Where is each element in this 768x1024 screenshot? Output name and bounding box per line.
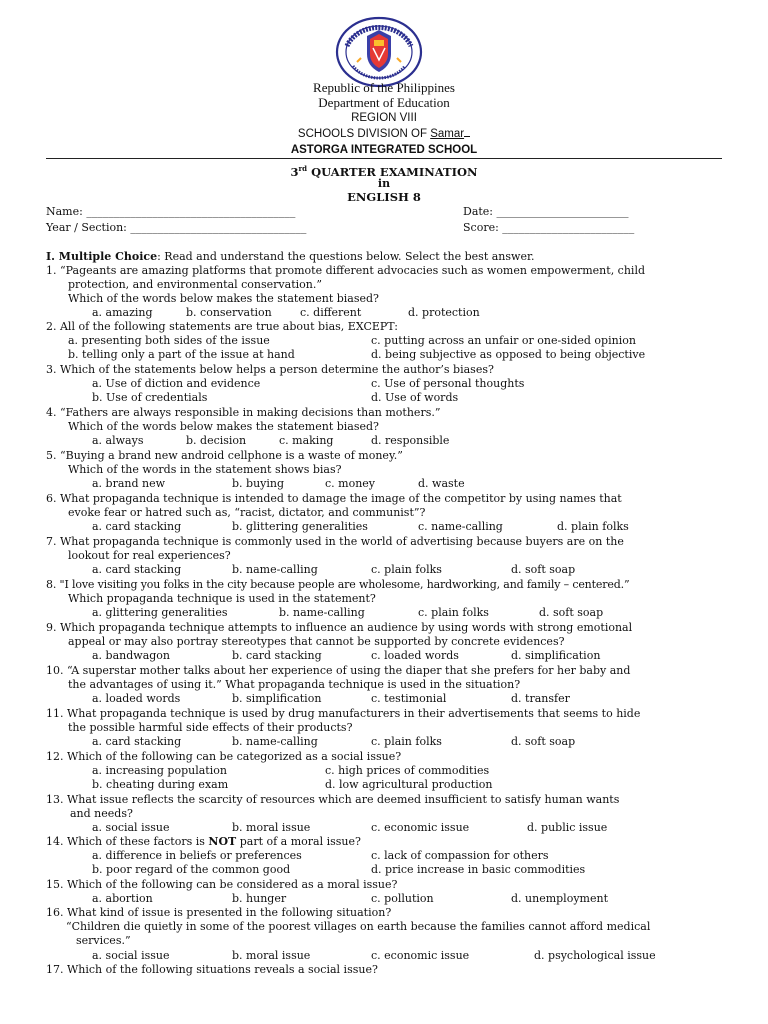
q5-option-a[interactable]: a. brand new: [92, 477, 166, 490]
q9-option-c[interactable]: c. loaded words: [371, 649, 459, 662]
subject-title: ENGLISH 8: [347, 190, 421, 204]
q11-option-a[interactable]: a. card stacking: [92, 735, 182, 748]
instructions-label: I. Multiple Choice: [46, 250, 158, 263]
q13-option-c[interactable]: c. economic issue: [371, 821, 470, 834]
q4-stem: 4. “Fathers are always responsible in making decisions than mothers.”: [46, 406, 441, 419]
q11-stem-cont: the possible harmful side effects of their products?: [68, 721, 353, 734]
q14-stem-pre: 14. Which of these factors is: [46, 835, 209, 848]
q13-stem: 13. What issue reflects the scarcity of resources which are deemed insufficient to satisfy human wants: [46, 793, 620, 806]
deped-seal-logo: [333, 16, 425, 88]
q8-option-c[interactable]: c. plain folks: [418, 606, 489, 619]
q7-option-a[interactable]: a. card stacking: [92, 563, 182, 576]
q3-option-c[interactable]: c. Use of personal thoughts: [371, 377, 525, 390]
q9-stem: 9. Which propaganda technique attempts to influence an audience by using words with strong emotional: [46, 621, 633, 634]
q3-option-d[interactable]: d. Use of words: [371, 391, 459, 404]
division-label: SCHOOLS DIVISION OF: [297, 128, 431, 140]
q10-option-c[interactable]: c. testimonial: [371, 692, 447, 705]
q14-stem-post: part of a moral issue?: [236, 835, 361, 848]
q1-option-c[interactable]: c. different: [300, 306, 362, 319]
q10-option-b[interactable]: b. simplification: [232, 692, 322, 705]
q11-option-b[interactable]: b. name-calling: [232, 735, 318, 748]
q1-option-b[interactable]: b. conservation: [186, 306, 272, 319]
q8-option-b[interactable]: b. name-calling: [279, 606, 365, 619]
q5-option-b[interactable]: b. buying: [232, 477, 285, 490]
q14-stem-bold: NOT: [208, 835, 237, 848]
q6-option-b[interactable]: b. glittering generalities: [232, 520, 368, 533]
q10-stem: 10. “A superstar mother talks about her experience of using the diaper that she prefers for her baby and: [46, 664, 631, 677]
q4-prompt: Which of the words below makes the statement biased?: [68, 420, 379, 433]
q9-option-d[interactable]: d. simplification: [511, 649, 601, 662]
q5-option-c[interactable]: c. money: [325, 477, 376, 490]
q2-option-c[interactable]: c. putting across an unfair or one-sided opinion: [371, 334, 636, 347]
q7-option-b[interactable]: b. name-calling: [232, 563, 318, 576]
q1-option-a[interactable]: a. amazing: [92, 306, 153, 319]
q1-prompt: Which of the words below makes the statement biased?: [68, 292, 379, 305]
q16-option-a[interactable]: a. social issue: [92, 949, 170, 962]
header-divider: [46, 158, 722, 159]
q4-option-d[interactable]: d. responsible: [371, 434, 450, 447]
q11-stem: 11. What propaganda technique is used by drug manufacturers in their advertisements that seems to hide: [46, 707, 641, 720]
q15-option-c[interactable]: c. pollution: [371, 892, 434, 905]
division-value: Samar: [430, 128, 465, 140]
q7-stem: 7. What propaganda technique is commonly used in the world of advertising because buyers are on the: [46, 535, 624, 548]
q14-option-d[interactable]: d. price increase in basic commodities: [371, 863, 586, 876]
score-field[interactable]: Score: ________________________: [463, 221, 635, 234]
q13-option-b[interactable]: b. moral issue: [232, 821, 311, 834]
q14-stem: [46, 835, 361, 849]
q9-stem-cont: appeal or may also portray stereotypes that cannot be supported by concrete evidences?: [68, 635, 565, 648]
q14-option-b[interactable]: b. poor regard of the common good: [92, 863, 291, 876]
instructions-text: : Read and understand the questions below. Select the best answer.: [157, 250, 535, 263]
q6-option-c[interactable]: c. name-calling: [418, 520, 503, 533]
q14-option-c[interactable]: c. lack of compassion for others: [371, 849, 549, 862]
q2-option-d[interactable]: d. being subjective as opposed to being objective: [371, 348, 646, 361]
q7-option-d[interactable]: d. soft soap: [511, 563, 576, 576]
q16-situation-cont: services.”: [76, 934, 131, 947]
q11-option-c[interactable]: c. plain folks: [371, 735, 442, 748]
q2-option-b[interactable]: b. telling only a part of the issue at hand: [68, 348, 295, 361]
q6-option-a[interactable]: a. card stacking: [92, 520, 182, 533]
q2-option-a[interactable]: a. presenting both sides of the issue: [68, 334, 270, 347]
exam-title-num: 3: [290, 164, 299, 179]
q8-option-a[interactable]: a. glittering generalities: [92, 606, 228, 619]
q12-stem: 12. Which of the following can be categorized as a social issue?: [46, 750, 402, 763]
exam-in: in: [377, 177, 391, 190]
q7-option-c[interactable]: c. plain folks: [371, 563, 442, 576]
q10-stem-cont: the advantages of using it.” What propaganda technique is used in the situation?: [68, 678, 521, 691]
q1-stem-cont: protection, and environmental conservation.”: [68, 278, 322, 291]
q5-stem: 5. “Buying a brand new android cellphone is a waste of money.”: [46, 449, 403, 462]
q8-prompt: Which propaganda technique is used in the statement?: [68, 592, 376, 605]
department-line: Department of Education: [318, 95, 450, 110]
q6-stem-cont: evoke fear or hatred such as, “racist, dictator, and communist”?: [68, 506, 426, 519]
q3-option-b[interactable]: b. Use of credentials: [92, 391, 208, 404]
q2-stem: 2. All of the following statements are true about bias, EXCEPT:: [46, 320, 398, 333]
q3-stem: 3. Which of the statements below helps a person determine the author’s biases?: [46, 363, 494, 376]
q9-option-b[interactable]: b. card stacking: [232, 649, 322, 662]
q15-option-d[interactable]: d. unemployment: [511, 892, 608, 905]
q12-option-c[interactable]: c. high prices of commodities: [325, 764, 490, 777]
q15-stem: 15. Which of the following can be considered as a moral issue?: [46, 878, 398, 891]
q7-stem-cont: lookout for real experiences?: [68, 549, 231, 562]
q12-option-a[interactable]: a. increasing population: [92, 764, 227, 777]
q15-option-b[interactable]: b. hunger: [232, 892, 287, 905]
school-name: ASTORGA INTEGRATED SCHOOL: [290, 144, 478, 156]
q5-prompt: Which of the words in the statement shows bias?: [68, 463, 342, 476]
q15-option-a[interactable]: a. abortion: [92, 892, 153, 905]
q12-option-b[interactable]: b. cheating during exam: [92, 778, 229, 791]
q11-option-d[interactable]: d. soft soap: [511, 735, 576, 748]
q16-situation: “Children die quietly in some of the poorest villages on earth because the families cannot afford medical: [66, 920, 651, 933]
q9-option-a[interactable]: a. bandwagon: [92, 649, 170, 662]
q4-option-c[interactable]: c. making: [279, 434, 334, 447]
division-line: [0, 127, 768, 142]
q4-option-b[interactable]: b. decision: [186, 434, 247, 447]
q16-option-b[interactable]: b. moral issue: [232, 949, 311, 962]
q13-option-a[interactable]: a. social issue: [92, 821, 170, 834]
republic-line: Republic of the Philippines: [313, 80, 455, 95]
q1-option-d[interactable]: d. protection: [408, 306, 480, 319]
q5-option-d[interactable]: d. waste: [418, 477, 465, 490]
q8-option-d[interactable]: d. soft soap: [539, 606, 604, 619]
name-field[interactable]: Name: ______________________________________: [46, 205, 296, 218]
q17-stem: 17. Which of the following situations reveals a social issue?: [46, 963, 378, 976]
q13-option-d[interactable]: d. public issue: [527, 821, 608, 834]
q16-option-c[interactable]: c. economic issue: [371, 949, 470, 962]
q3-option-a[interactable]: a. Use of diction and evidence: [92, 377, 261, 390]
q16-option-d[interactable]: d. psychological issue: [534, 949, 656, 962]
q10-option-a[interactable]: a. loaded words: [92, 692, 181, 705]
q1-stem: 1. “Pageants are amazing platforms that promote different advocacies such as women empowerment, child: [46, 264, 646, 277]
exam-title-sup: rd: [298, 164, 308, 173]
instructions: [46, 250, 535, 264]
q14-option-a[interactable]: a. difference in beliefs or preferences: [92, 849, 302, 862]
q12-option-d[interactable]: d. low agricultural production: [325, 778, 493, 791]
q10-option-d[interactable]: d. transfer: [511, 692, 570, 705]
q6-stem: 6. What propaganda technique is intended to damage the image of the competitor by using names that: [46, 492, 622, 505]
q8-stem: 8. "I love visiting you folks in the city because people are wholesome, hardworking, and family – centered.”: [46, 578, 630, 591]
q6-option-d[interactable]: d. plain folks: [557, 520, 629, 533]
q16-stem: 16. What kind of issue is presented in the following situation?: [46, 906, 392, 919]
q13-stem-cont: and needs?: [70, 807, 133, 820]
date-field[interactable]: Date: ________________________: [463, 205, 629, 218]
year-section-field[interactable]: Year / Section: ________________________________: [46, 221, 307, 234]
region-line: REGION VIII: [351, 112, 417, 124]
q4-option-a[interactable]: a. always: [92, 434, 144, 447]
exam-title-rest: QUARTER EXAMINATION: [307, 164, 478, 179]
